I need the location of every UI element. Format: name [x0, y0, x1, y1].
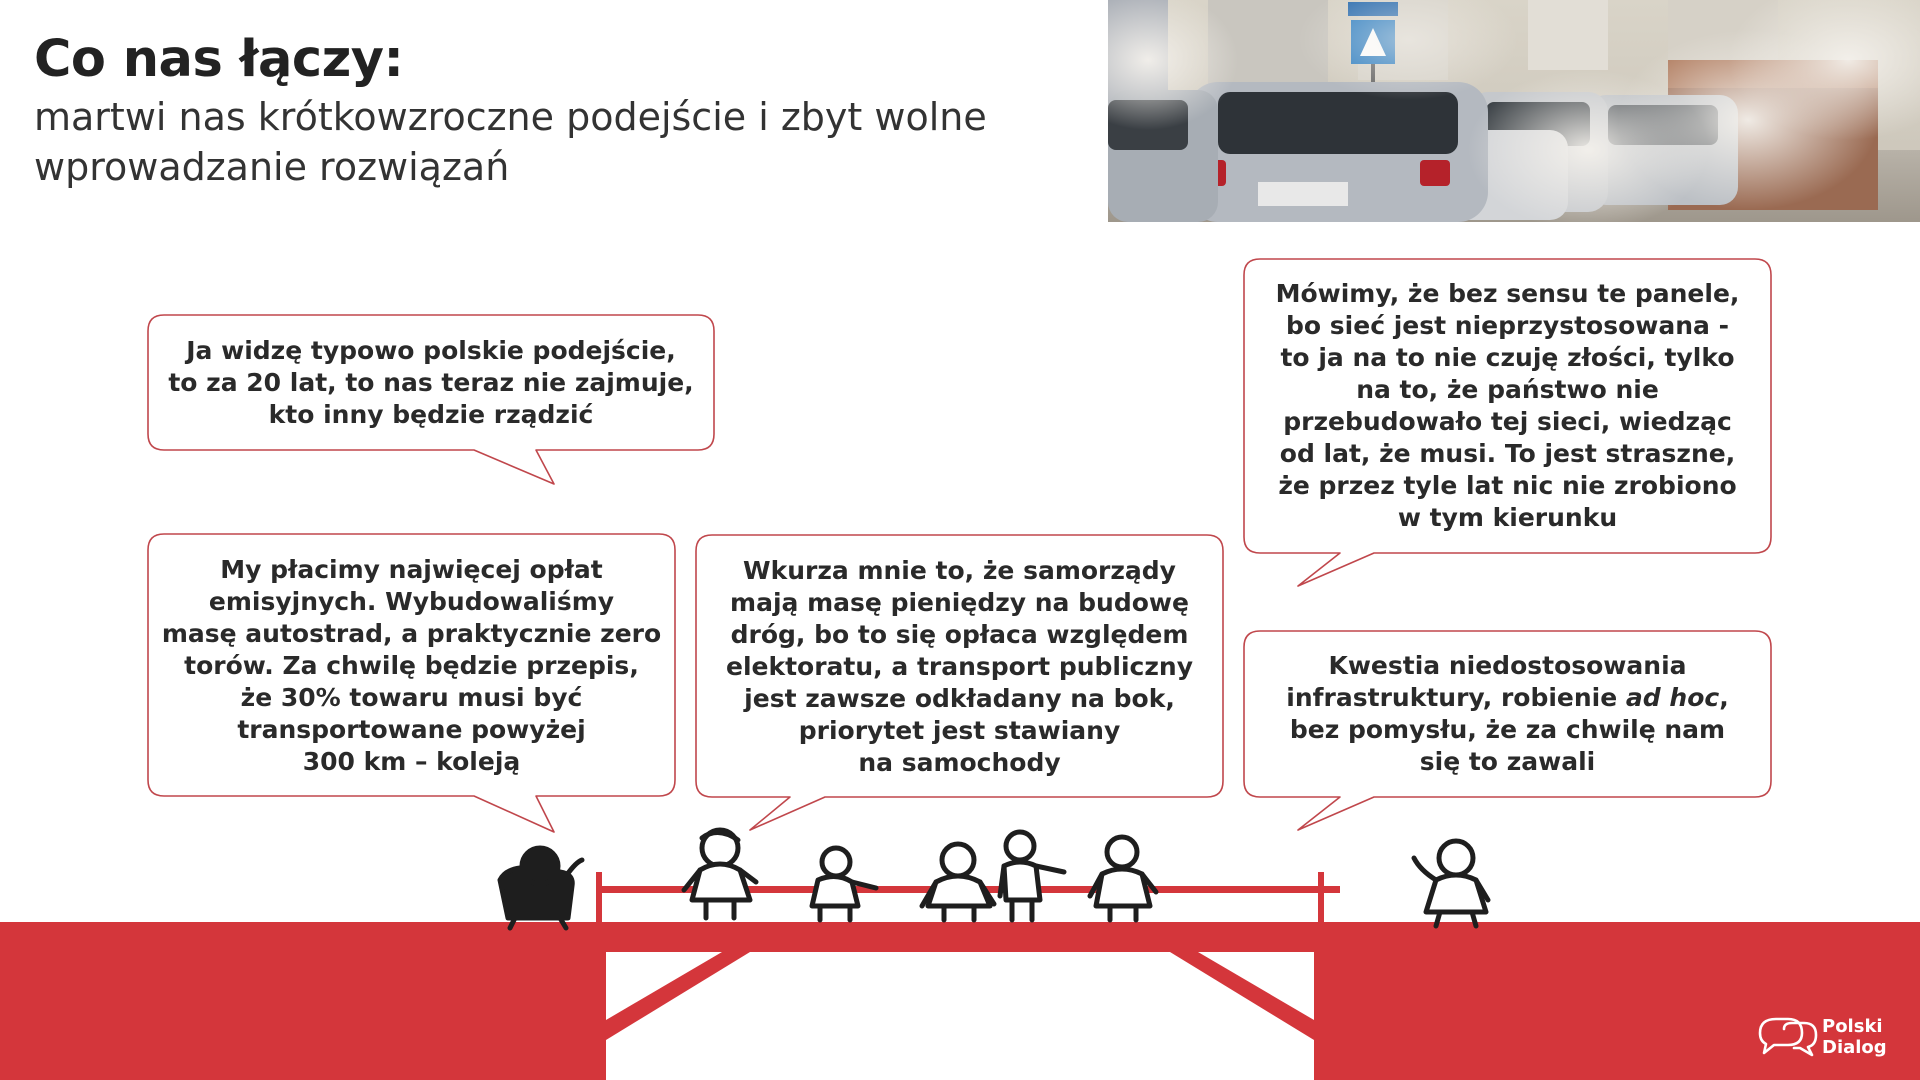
quote-4: Mówimy, że bez sensu te panele, bo sieć jest nieprzystosowana - to ja na to nie czuję złości, tylko na to, że państwo nie przebudowało tej sieci, wiedząc od lat, że musi. To jest straszne, że przez tyle lat nic nie zrobiono w tym kierunku — [1275, 279, 1740, 532]
quote-3: Wkurza mnie to, że samorządy mają masę pieniędzy na budowę dróg, bo to się opłaca względem elektoratu, a transport publiczny jest zawsze odkładany na bok, priorytet jest stawiany na samochody — [725, 556, 1194, 777]
quote-2: My płacimy najwięcej opłat emisyjnych. Wybudowaliśmy masę autostrad, a praktycznie zero torów. Za chwilę będzie przepis, że 30% towaru musi być transportowane powyżej 300 km – koleją — [161, 555, 662, 776]
slide-title: Co nas łączy: — [34, 30, 404, 89]
brand-name: Polski Dialog — [1822, 1016, 1887, 1058]
slide-subtitle: martwi nas krótkowzroczne podejście i zbyt wolne wprowadzanie rozwiązań — [34, 95, 987, 189]
person-figure — [500, 848, 582, 928]
quote-5: Kwestia niedostosowania infrastruktury, robienie ad hoc, bez pomysłu, że za chwilę nam się to zawali — [1286, 651, 1729, 776]
quote-1: Ja widzę typowo polskie podejście, to za 20 lat, to nas teraz nie zajmuje, kto inny będzie rządzić — [168, 336, 694, 429]
